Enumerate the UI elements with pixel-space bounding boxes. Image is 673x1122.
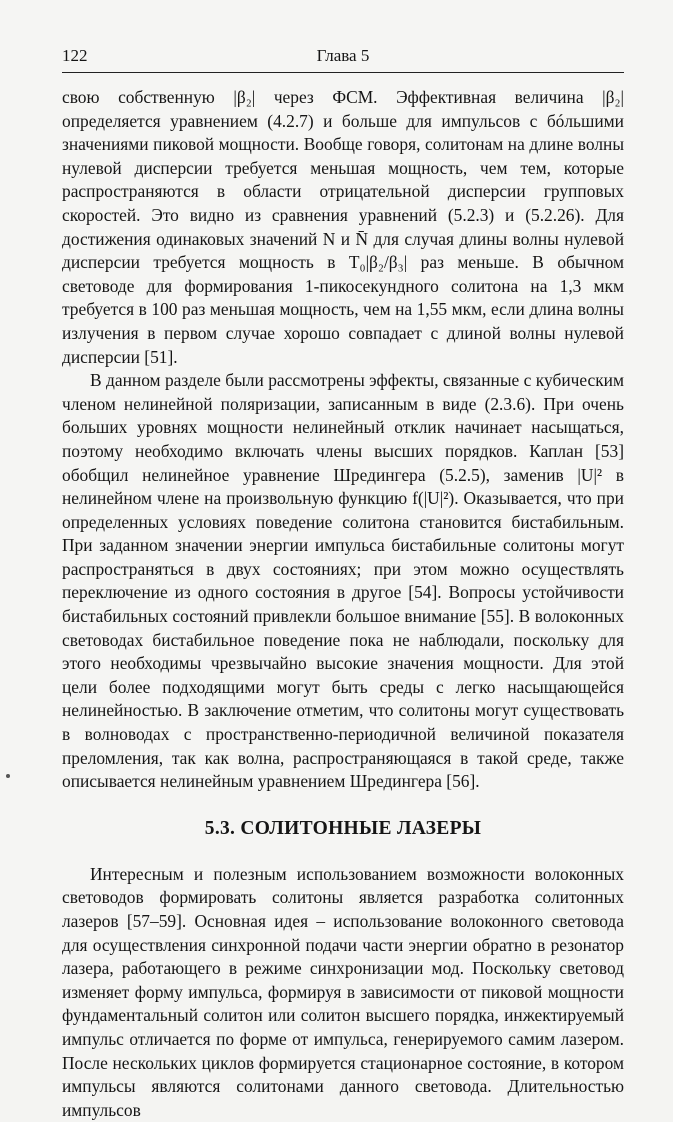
- section-heading: 5.3. СОЛИТОННЫЕ ЛАЗЕРЫ: [204, 817, 482, 839]
- paragraph-continued: свою собственную |β₂| через ФСМ. Эффективная величина |β₂| определяется уравнением (4.2.7) и больше для импульсов с бóльшими значениями пиковой мощности. Вообще говоря, солитонам на длине волны нулевой дисперсии требуется меньшая мощность, чем тем, которые распространяются в области отрицательной дисперсии групповых скоростей. Это видно из сравнения уравнений (5.2.3) и (5.2.26). Для достижения одинаковых значений N и N̄ для случая длины волны нулевой дисперсии требуется мощность в T₀|β₂/β₃| раз меньше. В обычном световоде для формирования 1-пикосекундного солитона на 1,3 мкм требуется в 100 раз меньшая мощность, чем на 1,55 мкм, если длина волны излучения в первом случае хорошо совпадает с длиной волны нулевой дисперсии [51].: [62, 87, 624, 367]
- running-title: Глава 5: [316, 46, 370, 65]
- page-header: [62, 44, 624, 68]
- header-rule: [62, 72, 624, 73]
- margin-dot: [6, 774, 10, 778]
- paragraph: Интересным и полезным использованием возможности волоконных световодов формировать солитоны является разработка солитонных лазеров [57–59]. Основная идея – использование волоконного световода для осуществления синхронной подачи части энергии обратно в резонатор лазера, работающего в режиме синхронизации мод. Поскольку световод изменяет форму импульса, формируя в зависимости от пиковой мощности фундаментальный солитон или солитон высшего порядка, инжектируемый импульс отличается по форме от импульса, генерируемого самим лазером. После нескольких циклов формируется стационарное состояние, в котором импульсы являются солитонами данного световода. Длительностью импульсов: [62, 863, 624, 1120]
- page-number: 122: [62, 46, 88, 65]
- paragraph: В данном разделе были рассмотрены эффекты, связанные с кубическим членом нелинейной поляризации, записанным в виде (2.3.6). При очень больших уровнях мощности нелинейный отклик начинает насыщаться, поэтому необходимо включать члены высших порядков. Каплан [53] обобщил нелинейное уравнение Шредингера (5.2.5), заменив |U|² в нелинейном члене на произвольную функцию f(|U|²). Оказывается, что при определенных условиях поведение солитона становится бистабильным. При заданном значении энергии импульса бистабильные солитоны могут распространяться в двух состояниях; при этом можно осуществлять переключение из одного состояния в другое [54]. Вопросы устойчивости бистабильных состояний привлекли большое внимание [55]. В волоконных световодах бистабильное поведение пока не наблюдали, поскольку для этого необходимы чрезвычайно высокие значения мощности. Для этой цели более подходящими могут быть среды с легко насыщающейся нелинейностью. В заключение отметим, что солитоны могут существовать в волноводах с пространственно-периодичной величиной показателя преломления, так как волна, распространяющаяся в такой среде, также описывается нелинейным уравнением Шредингера [56].: [62, 370, 624, 792]
- body-text: [62, 86, 624, 1122]
